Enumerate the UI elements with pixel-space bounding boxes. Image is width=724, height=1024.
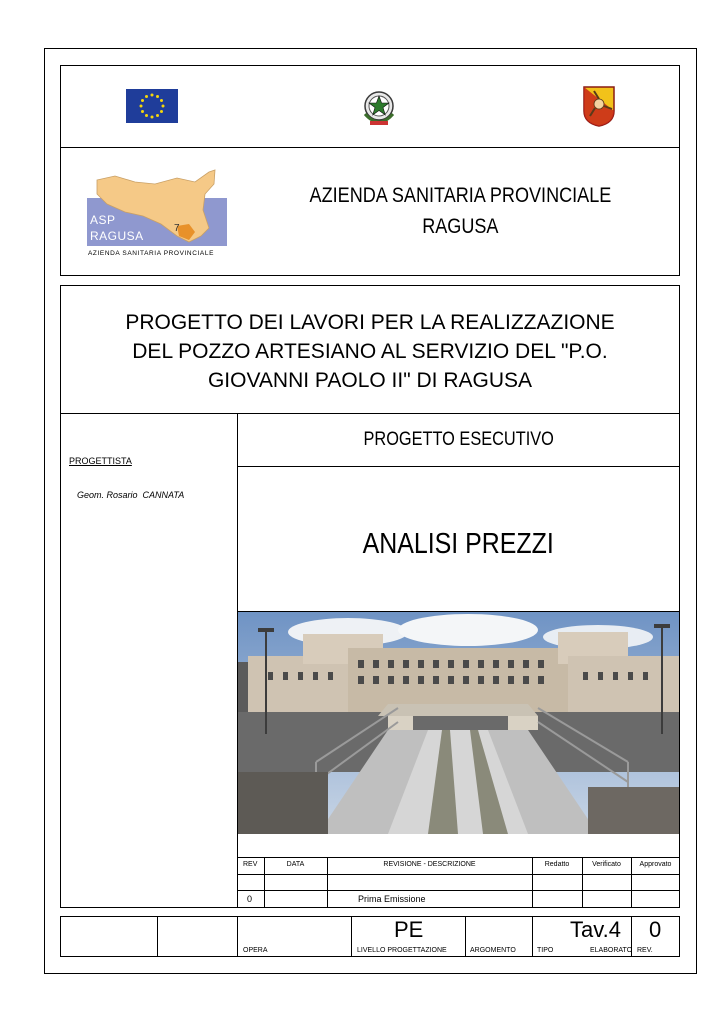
project-title-line3: GIOVANNI PAOLO II" DI RAGUSA — [207, 369, 533, 392]
tipo-label: TIPO — [537, 947, 554, 954]
designer-name: Geom. Rosario CANNATA — [77, 490, 185, 500]
title-block-col-5 — [532, 916, 533, 957]
italian-republic-emblem-icon — [361, 88, 397, 128]
asp-logo-line2: RAGUSA — [90, 229, 144, 243]
asp-logo-caption: AZIENDA SANITARIA PROVINCIALE — [88, 250, 215, 257]
document-title-text: ANALISI PREZZI — [362, 528, 555, 560]
elaborato-label: ELABORATO — [590, 947, 633, 954]
elaborato-value: Tav.4 — [570, 917, 621, 942]
revision-header-description: REVISIONE - DESCRIZIONE — [383, 861, 476, 868]
revision-header-verificato: Verificato — [592, 861, 621, 868]
title-block-col-3 — [351, 916, 352, 957]
revision-row-description: Prima Emissione — [358, 894, 426, 904]
revision-row-line — [237, 890, 680, 891]
eu-flag-icon — [126, 89, 178, 123]
title-block-col-1 — [157, 916, 158, 957]
project-title-line1: PROGETTO DEI LAVORI PER LA REALIZZAZIONE — [125, 311, 615, 334]
rev-value: 0 — [649, 917, 662, 942]
design-phase-text: PROGETTO ESECUTIVO — [363, 429, 554, 450]
project-title-line2: DEL POZZO ARTESIANO AL SERVIZIO DEL "P.O. — [132, 340, 608, 363]
divider-project-title — [60, 413, 680, 414]
asp-ragusa-logo — [85, 166, 230, 262]
divider-phase — [237, 466, 680, 467]
project-title — [60, 308, 680, 395]
asp-logo-number: 7 — [174, 223, 180, 234]
revision-header-redatto: Redatto — [544, 861, 570, 868]
livello-label: LIVELLO PROGETTAZIONE — [357, 947, 447, 954]
revision-header-approvato: Approvato — [639, 861, 672, 868]
argomento-label: ARGOMENTO — [470, 947, 516, 954]
revision-header-line — [237, 874, 680, 875]
design-phase — [237, 429, 680, 451]
designer-label: PROGETTISTA — [69, 456, 132, 466]
sicily-region-emblem-icon — [582, 85, 616, 127]
title-block-col-4 — [465, 916, 466, 957]
revision-header-rev: REV — [243, 861, 258, 868]
livello-value: PE — [394, 917, 424, 942]
agency-name-line2: RAGUSA — [421, 215, 499, 238]
opera-label: OPERA — [243, 947, 268, 954]
divider-revision-table — [237, 857, 680, 858]
asp-logo-line1: ASP — [90, 213, 116, 227]
agency-name — [250, 180, 670, 242]
revision-row-rev: 0 — [247, 894, 253, 904]
agency-name-line1: AZIENDA SANITARIA PROVINCIALE — [309, 184, 611, 207]
rev-label: REV. — [637, 947, 653, 954]
document-title — [237, 528, 680, 561]
title-block-col-2 — [237, 916, 238, 957]
revision-header-data: DATA — [286, 861, 305, 868]
hospital-photo — [238, 612, 679, 834]
